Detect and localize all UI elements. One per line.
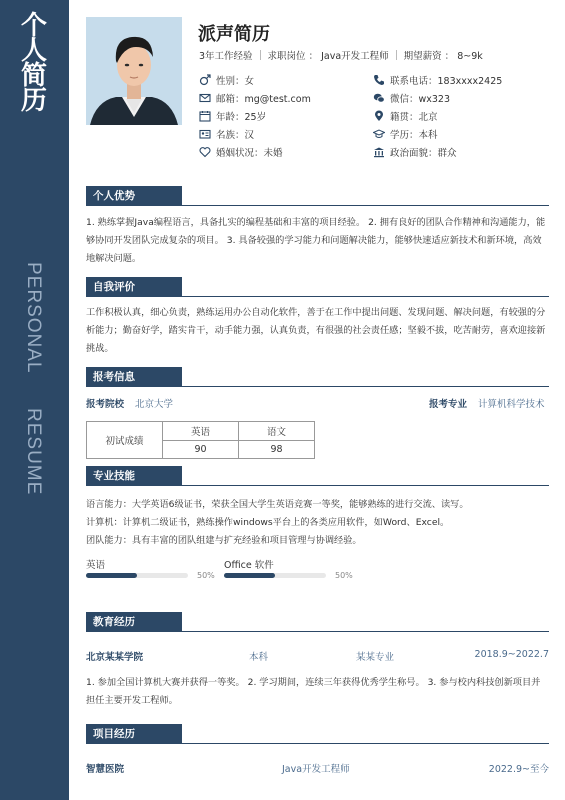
education-text: 1. 参加全国计算机大赛并获得一等奖。 2. 学习期间，连续三年获得优秀学生称号。 3. 参与校内科技创新项目并担任主要开发工程师。 (86, 677, 541, 706)
sidebar-title (16, 11, 52, 116)
info-education-text: 学历：本科 (390, 130, 438, 141)
header-subline (199, 48, 483, 62)
section-title: 项目经历 (86, 724, 182, 744)
section-header-exam (86, 367, 549, 387)
info-age-text: 年龄：25岁 (216, 112, 267, 123)
score-subject: 语文 (239, 422, 315, 441)
project-name: 智慧医院 (86, 764, 125, 775)
skill-line: 计算机：计算机二级证书，熟练操作windows平台上的各类应用软件，如Word、Excel。 (86, 517, 450, 528)
self-eval-text: 工作积极认真，细心负责，熟练运用办公自动化软件，善于在工作中提出问题、发现问题、解决问题，有较强的分析能力；勤奋好学，踏实肯干，动手能力强，认真负责，有很强的社会责任感；坚毅不拔，吃苦耐劳，喜欢迎接新挑战。 (86, 307, 546, 354)
avatar-portrait (86, 17, 182, 125)
gender-icon (199, 74, 211, 86)
exam-school-value: 北京大学 (135, 399, 174, 410)
advantage-text: 1. 熟练掌握Java编程语言，具备扎实的编程基础和丰富的项目经验。 2. 拥有良好的团队合作精神和沟通能力，能够协同开发团队完成复杂的项目。 3. 具备较强的学习能力和问题解决能力，能够快速适应新技术和新环境，高效地解决问题。 (86, 217, 546, 264)
phone-icon (373, 74, 385, 86)
section-title: 个人优势 (86, 186, 182, 206)
info-gender-text: 性别：女 (216, 76, 255, 87)
section-header-education (86, 612, 549, 632)
institution-icon (373, 146, 385, 158)
section-header-advantage (86, 186, 549, 206)
profile-photo (86, 17, 182, 125)
info-ethnicity (199, 127, 254, 141)
info-phone (373, 73, 502, 87)
skill-bar-fill (86, 573, 137, 578)
project-period: 2022.9~至今 (488, 764, 549, 775)
work-experience: 3年工作经验 (199, 51, 253, 62)
info-marital-text: 婚姻状况：未婚 (216, 148, 283, 159)
info-education (373, 127, 438, 141)
sidebar-title-char: 历 (20, 86, 47, 116)
info-email (199, 91, 311, 105)
skill-bar-percent: 50% (335, 571, 353, 580)
graduation-cap-icon (373, 128, 385, 140)
sidebar-title-char: 个 (20, 11, 47, 41)
skill-bar-fill (224, 573, 275, 578)
skill-bar-track (224, 573, 326, 578)
exam-score-table (86, 421, 315, 459)
info-phone-text: 联系电话：183xxxx2425 (390, 76, 503, 87)
skills-lines (86, 496, 549, 550)
score-value: 98 (239, 440, 315, 459)
info-hometown-text: 籍贯：北京 (390, 112, 438, 123)
info-gender (199, 73, 254, 87)
info-wechat (373, 91, 450, 105)
mail-icon (199, 92, 211, 104)
info-email-text: 邮箱：mg@test.com (216, 94, 311, 105)
skill-bar-label: Office 软件 (224, 560, 274, 571)
score-subject: 英语 (163, 422, 239, 441)
resume-name: 派声简历 (198, 24, 270, 45)
section-title: 专业技能 (86, 466, 182, 486)
sidebar-word-personal: PERSONAL (23, 262, 44, 374)
section-title: 报考信息 (86, 367, 182, 387)
info-hometown (373, 109, 438, 123)
left-sidebar (0, 0, 69, 800)
section-title: 自我评价 (86, 277, 182, 297)
section-header-self-eval (86, 277, 549, 297)
exam-school-label: 报考院校 (86, 399, 125, 410)
calendar-icon (199, 110, 211, 122)
heart-icon (199, 146, 211, 158)
education-school: 北京某某学院 (86, 652, 144, 663)
exam-major-label: 报考专业 (429, 399, 468, 410)
section-title: 教育经历 (86, 612, 182, 632)
info-marital (199, 145, 283, 159)
skill-bar-track (86, 573, 188, 578)
expected-salary: 期望薪资 ： 8~9k (403, 51, 483, 62)
info-ethnicity-text: 名族：汉 (216, 130, 255, 141)
id-card-icon (199, 128, 211, 140)
section-header-project (86, 724, 549, 744)
sidebar-title-char: 简 (20, 61, 47, 91)
skill-line: 语言能力：大学英语6级证书，荣获全国大学生英语竞赛一等奖，能够熟练的进行交流、读写。 (86, 499, 469, 510)
skill-bar-percent: 50% (197, 571, 215, 580)
sidebar-title-char: 人 (20, 36, 47, 66)
project-role: Java开发工程师 (282, 764, 350, 775)
score-value: 90 (163, 440, 239, 459)
exam-major-value: 计算机科学技术 (478, 399, 545, 410)
info-age (199, 109, 266, 123)
education-major: 某某专业 (356, 652, 395, 663)
info-political (373, 145, 457, 159)
wechat-icon (373, 92, 385, 104)
skill-bar-label: 英语 (86, 560, 106, 571)
sidebar-word-resume: RESUME (23, 408, 44, 496)
info-political-text: 政治面貌：群众 (390, 148, 457, 159)
job-position: 求职岗位 ： Java开发工程师 (267, 51, 389, 62)
exam-school (86, 396, 173, 410)
location-pin-icon (373, 110, 385, 122)
section-header-skills (86, 466, 549, 486)
education-period: 2018.9~2022.7 (474, 649, 549, 660)
info-wechat-text: 微信：wx323 (390, 94, 451, 105)
skill-line: 团队能力：具有丰富的团队组建与扩充经验和项目管理与协调经验。 (86, 535, 362, 546)
exam-major (429, 396, 545, 410)
education-degree: 本科 (249, 652, 269, 663)
score-row-header: 初试成绩 (87, 422, 163, 459)
